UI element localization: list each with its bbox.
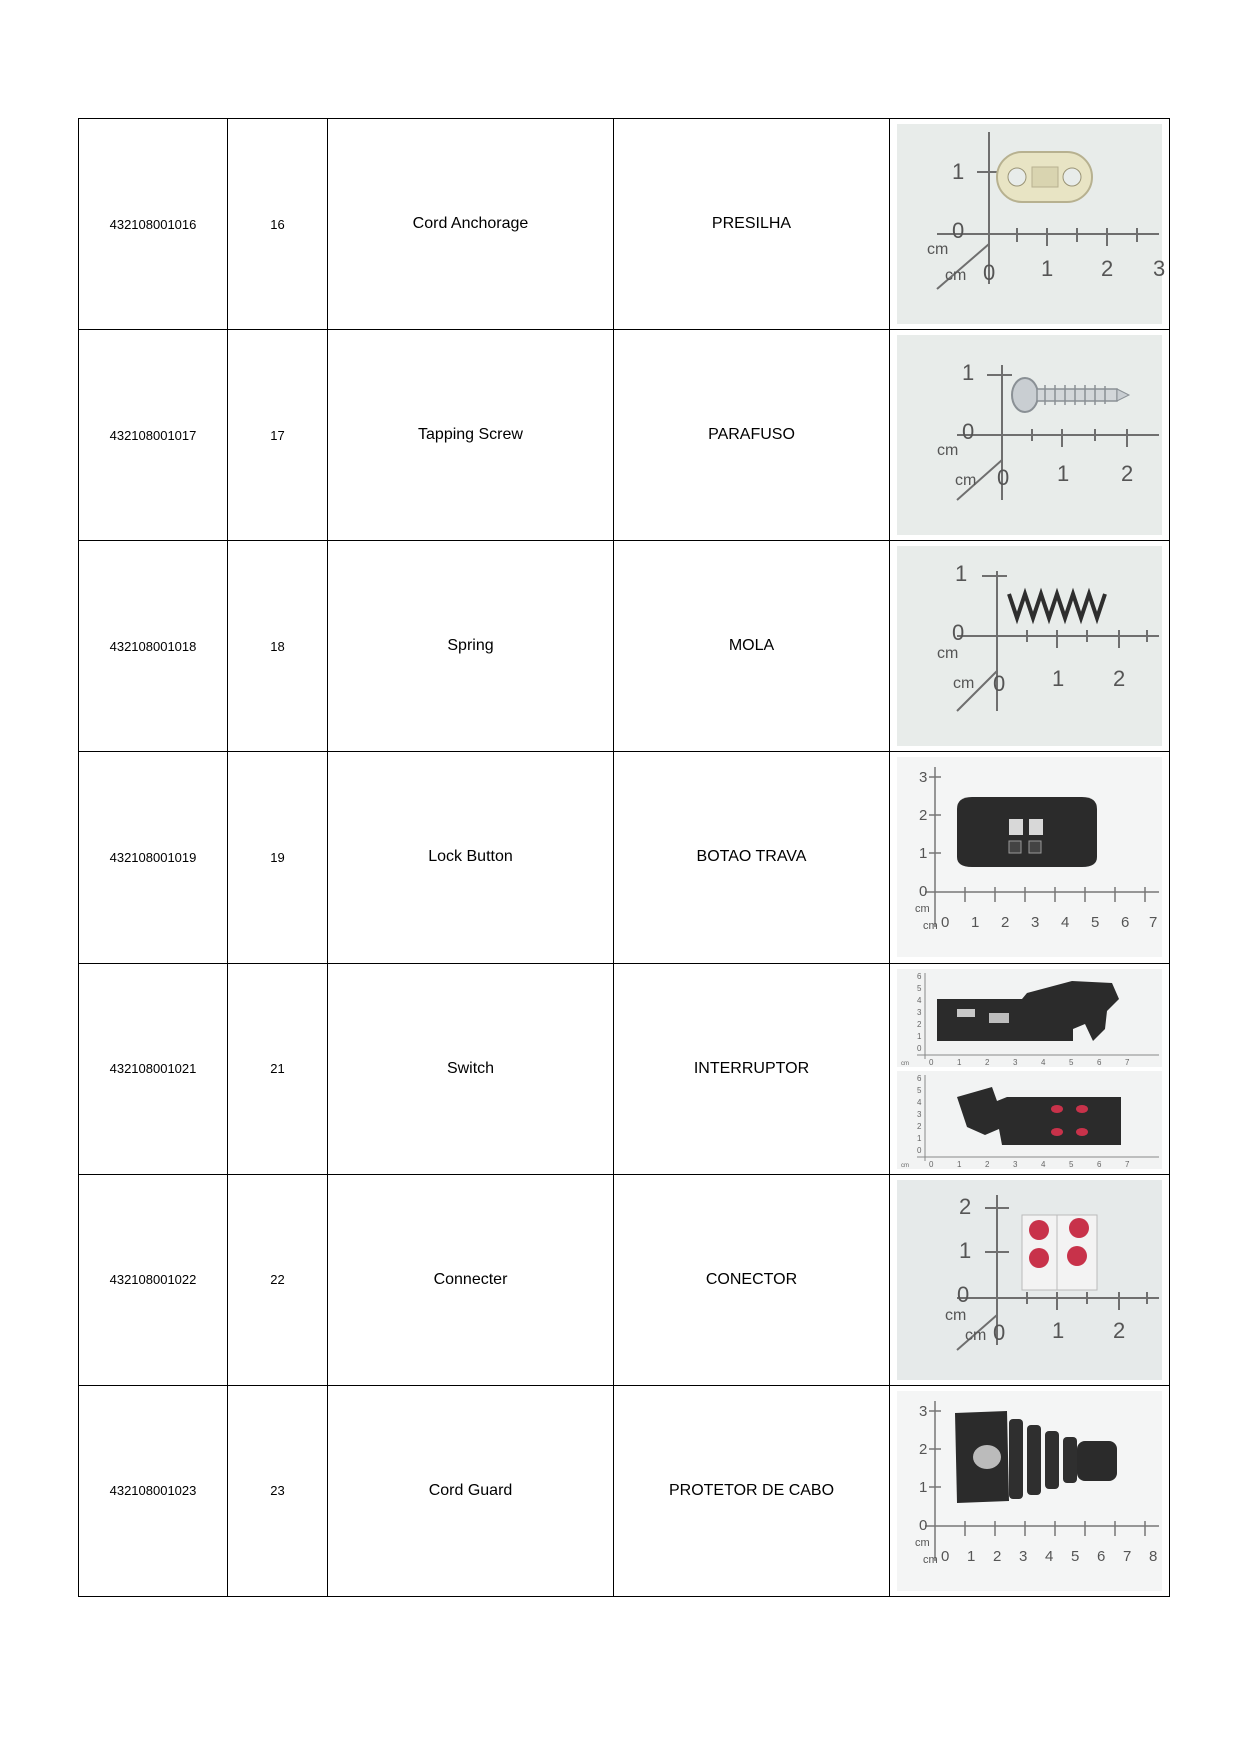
ruler-tick-label: 4 (1061, 914, 1070, 932)
table-row (79, 752, 1170, 963)
ruler-tick-label: 7 (1125, 1159, 1130, 1169)
ruler-tick-label: 6 (1097, 1159, 1102, 1169)
ruler-tick-label: 8 (1149, 1547, 1158, 1565)
part-code: 432108001022 (79, 1174, 228, 1385)
part-code: 432108001023 (79, 1385, 228, 1596)
position-number: 18 (228, 541, 328, 752)
ruler-tick-label: 1 (919, 1478, 928, 1496)
position-number: 22 (228, 1174, 328, 1385)
part-name-en: Cord Guard (328, 1385, 614, 1596)
ruler-tick-label: 3 (1019, 1547, 1028, 1565)
ruler-unit-label: cm (953, 675, 975, 693)
ruler-tick-label: 1 (917, 1031, 922, 1041)
cord-anchorage-photo (897, 124, 1166, 324)
ruler-tick-label: 7 (1125, 1057, 1130, 1067)
ruler-tick-label: 3 (1153, 256, 1166, 282)
cord-guard-photo (897, 1391, 1162, 1591)
spring-photo (897, 546, 1162, 746)
ruler-tick-label: 3 (917, 1007, 922, 1017)
ruler-tick-label: 2 (917, 1019, 922, 1029)
switch-photo (897, 969, 1162, 1169)
ruler-tick-label: 2 (985, 1159, 990, 1169)
part-code: 432108001018 (79, 541, 228, 752)
part-photo-cell (890, 752, 1170, 963)
lock-button-photo (897, 757, 1162, 957)
ruler-tick-label: 5 (917, 1085, 922, 1095)
ruler-tick-label: 0 (962, 419, 975, 445)
ruler-tick-label: 0 (952, 620, 965, 646)
ruler-tick-label: 1 (962, 360, 975, 386)
ruler-unit-label: cm (945, 1306, 967, 1324)
table-row (79, 1174, 1170, 1385)
ruler-tick-label: 6 (917, 1073, 922, 1083)
ruler-tick-label: 2 (1113, 1317, 1126, 1343)
ruler-unit-label: cm (915, 1536, 930, 1549)
part-name-pt: INTERRUPTOR (614, 963, 890, 1174)
ruler-tick-label: 7 (1123, 1547, 1132, 1565)
ruler-unit-label: cm (965, 1326, 987, 1344)
connector-photo (897, 1180, 1162, 1380)
part-name-en: Connecter (328, 1174, 614, 1385)
ruler-tick-label: 6 (1097, 1057, 1102, 1067)
part-code: 432108001019 (79, 752, 228, 963)
ruler-tick-label: 1 (917, 1133, 922, 1143)
ruler-unit-label: cm (915, 903, 930, 916)
ruler-tick-label: 0 (929, 1057, 934, 1067)
ruler-tick-label: 2 (1113, 666, 1126, 692)
ruler-tick-label: 5 (1091, 914, 1100, 932)
position-number: 17 (228, 330, 328, 541)
ruler-tick-label: 0 (997, 465, 1010, 491)
ruler-tick-label: 1 (967, 1547, 976, 1565)
ruler-tick-label: 2 (993, 1547, 1002, 1565)
part-photo-cell (890, 1385, 1170, 1596)
ruler-tick-label: 1 (1057, 461, 1070, 487)
part-name-en: Spring (328, 541, 614, 752)
ruler-tick-label: 1 (957, 1057, 962, 1067)
ruler-tick-label: 1 (952, 159, 965, 185)
part-name-pt: MOLA (614, 541, 890, 752)
ruler-tick-label: 2 (917, 1121, 922, 1131)
part-code: 432108001016 (79, 119, 228, 330)
part-code: 432108001017 (79, 330, 228, 541)
ruler-tick-label: 6 (1097, 1547, 1106, 1565)
ruler-unit-label: cm (927, 241, 949, 259)
part-photo-cell (890, 541, 1170, 752)
part-name-en: Lock Button (328, 752, 614, 963)
ruler-tick-label: 1 (971, 914, 980, 932)
ruler-tick-label: 0 (983, 260, 996, 286)
ruler-unit-label: cm (901, 1060, 909, 1067)
ruler-tick-label: 3 (1013, 1159, 1018, 1169)
ruler-tick-label: 4 (917, 995, 922, 1005)
part-name-pt: PARAFUSO (614, 330, 890, 541)
ruler-tick-label: 1 (1052, 666, 1065, 692)
ruler-tick-label: 0 (993, 671, 1006, 697)
ruler-tick-label: 2 (1121, 461, 1134, 487)
position-number: 16 (228, 119, 328, 330)
part-name-en: Cord Anchorage (328, 119, 614, 330)
tapping-screw-photo (897, 335, 1162, 535)
ruler-tick-label: 0 (952, 218, 965, 244)
part-name-en: Switch (328, 963, 614, 1174)
part-photo-cell (890, 1174, 1170, 1385)
ruler-tick-label: 1 (1052, 1317, 1065, 1343)
part-photo-cell (890, 330, 1170, 541)
ruler-tick-label: 5 (1069, 1057, 1074, 1067)
ruler-tick-label: 2 (919, 807, 928, 825)
table-row (79, 1385, 1170, 1596)
table-row (79, 541, 1170, 752)
ruler-tick-label: 5 (917, 983, 922, 993)
ruler-tick-label: 3 (917, 1109, 922, 1119)
ruler-unit-label: cm (955, 472, 977, 490)
ruler-tick-label: 2 (1001, 914, 1010, 932)
ruler-unit-label: cm (901, 1162, 909, 1169)
ruler-unit-label: cm (923, 1553, 938, 1566)
ruler-tick-label: 6 (1121, 914, 1130, 932)
position-number: 21 (228, 963, 328, 1174)
position-number: 19 (228, 752, 328, 963)
ruler-tick-label: 4 (1041, 1159, 1046, 1169)
part-name-en: Tapping Screw (328, 330, 614, 541)
ruler-tick-label: 0 (919, 1516, 928, 1534)
part-photo-cell (890, 119, 1170, 330)
table-row (79, 119, 1170, 330)
part-name-pt: PROTETOR DE CABO (614, 1385, 890, 1596)
ruler-tick-label: 3 (919, 1402, 928, 1420)
ruler-tick-label: 0 (919, 883, 928, 901)
ruler-tick-label: 0 (941, 1547, 950, 1565)
ruler-tick-label: 2 (1101, 256, 1114, 282)
part-name-pt: CONECTOR (614, 1174, 890, 1385)
parts-table (78, 118, 1170, 1597)
position-number: 23 (228, 1385, 328, 1596)
ruler-tick-label: 0 (929, 1159, 934, 1169)
ruler-tick-label: 7 (1149, 914, 1158, 932)
ruler-tick-label: 5 (1069, 1159, 1074, 1169)
ruler-tick-label: 0 (941, 914, 950, 932)
ruler-tick-label: 1 (1041, 256, 1054, 282)
ruler-tick-label: 2 (919, 1440, 928, 1458)
ruler-tick-label: 0 (993, 1319, 1006, 1345)
part-code: 432108001021 (79, 963, 228, 1174)
ruler-tick-label: 3 (1013, 1057, 1018, 1067)
ruler-tick-label: 3 (1031, 914, 1040, 932)
ruler-tick-label: 2 (959, 1193, 972, 1219)
part-name-pt: BOTAO TRAVA (614, 752, 890, 963)
ruler-tick-label: 1 (919, 845, 928, 863)
ruler-tick-label: 4 (917, 1097, 922, 1107)
ruler-unit-label: cm (937, 645, 959, 663)
ruler-tick-label: 0 (957, 1281, 970, 1307)
ruler-unit-label: cm (945, 267, 967, 285)
table-row (79, 330, 1170, 541)
part-name-pt: PRESILHA (614, 119, 890, 330)
ruler-tick-label: 2 (985, 1057, 990, 1067)
ruler-unit-label: cm (923, 920, 938, 933)
ruler-tick-label: 1 (955, 561, 968, 587)
ruler-tick-label: 0 (917, 1145, 922, 1155)
ruler-tick-label: 4 (1045, 1547, 1054, 1565)
ruler-tick-label: 4 (1041, 1057, 1046, 1067)
ruler-tick-label: 5 (1071, 1547, 1080, 1565)
ruler-tick-label: 1 (957, 1159, 962, 1169)
table-row (79, 963, 1170, 1174)
ruler-tick-label: 0 (917, 1043, 922, 1053)
part-photo-cell (890, 963, 1170, 1174)
ruler-tick-label: 6 (917, 971, 922, 981)
ruler-tick-label: 1 (959, 1237, 972, 1263)
ruler-tick-label: 3 (919, 769, 928, 787)
ruler-unit-label: cm (937, 442, 959, 460)
